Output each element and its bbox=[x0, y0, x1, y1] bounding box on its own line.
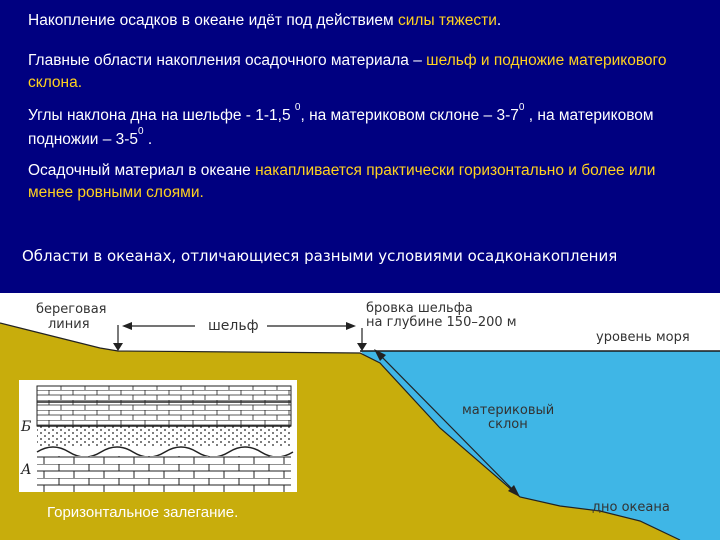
inset-caption: Горизонтальное залегание. bbox=[47, 504, 239, 521]
paragraph-horizontal-layers bbox=[28, 160, 688, 204]
continental-slope-label: материковый bbox=[462, 403, 555, 418]
shelf-edge-depth-label: на глубине 150–200 м bbox=[366, 315, 517, 330]
coastline-label: береговая bbox=[36, 302, 107, 317]
p3-text-d: . bbox=[143, 131, 153, 148]
layer-illustration bbox=[19, 380, 297, 492]
sea-level-label: уровень моря bbox=[596, 330, 690, 345]
p2-highlight: шельф и подножие материкового склона. bbox=[28, 52, 667, 91]
horizontal-layers-drawing bbox=[19, 380, 297, 492]
shelf-label: шельф bbox=[208, 318, 259, 334]
layer-label-b: Б bbox=[21, 419, 32, 435]
p1-text: Накопление осадков в океане идёт под действием bbox=[28, 12, 398, 29]
p3-text-c: , на материковом подножии – 3-5 bbox=[28, 107, 654, 148]
sand-layer bbox=[37, 426, 291, 446]
paragraph-gravity bbox=[28, 10, 688, 32]
paragraph-main-areas bbox=[28, 50, 688, 94]
coastline-label-2: линия bbox=[48, 317, 90, 332]
p4-highlight: накапливается практически горизонтально и более или менее ровными слоями. bbox=[28, 162, 656, 201]
ocean-floor-label: дно океана bbox=[592, 500, 670, 515]
lower-block-layer bbox=[37, 456, 291, 492]
wavy-unconformity bbox=[37, 447, 293, 457]
areas-title: Области в океанах, отличающиеся разными условиями осадконакопления bbox=[22, 247, 618, 265]
p3-degree-1: 0 bbox=[294, 102, 301, 113]
paragraph-slope-angles bbox=[28, 102, 688, 153]
p3-text-a: Углы наклона дна на шельфе - 1-1,5 bbox=[28, 107, 295, 124]
upper-brick-layer bbox=[37, 386, 291, 426]
p4-text: Осадочный материал в океане bbox=[28, 162, 256, 179]
p1-highlight: силы тяжести bbox=[398, 12, 497, 29]
p3-text-b: , на материковом склоне – 3-7 bbox=[300, 107, 519, 124]
p2-text: Главные области накопления осадочного материала – bbox=[28, 52, 427, 69]
layer-label-a: А bbox=[21, 462, 32, 478]
p1-text-end: . bbox=[496, 12, 502, 29]
continental-slope-label-2: склон bbox=[488, 417, 528, 432]
p3-degree-3: 0 bbox=[138, 126, 144, 137]
p3-degree-2: 0 bbox=[518, 102, 525, 113]
shelf-edge-label: бровка шельфа bbox=[366, 301, 473, 316]
